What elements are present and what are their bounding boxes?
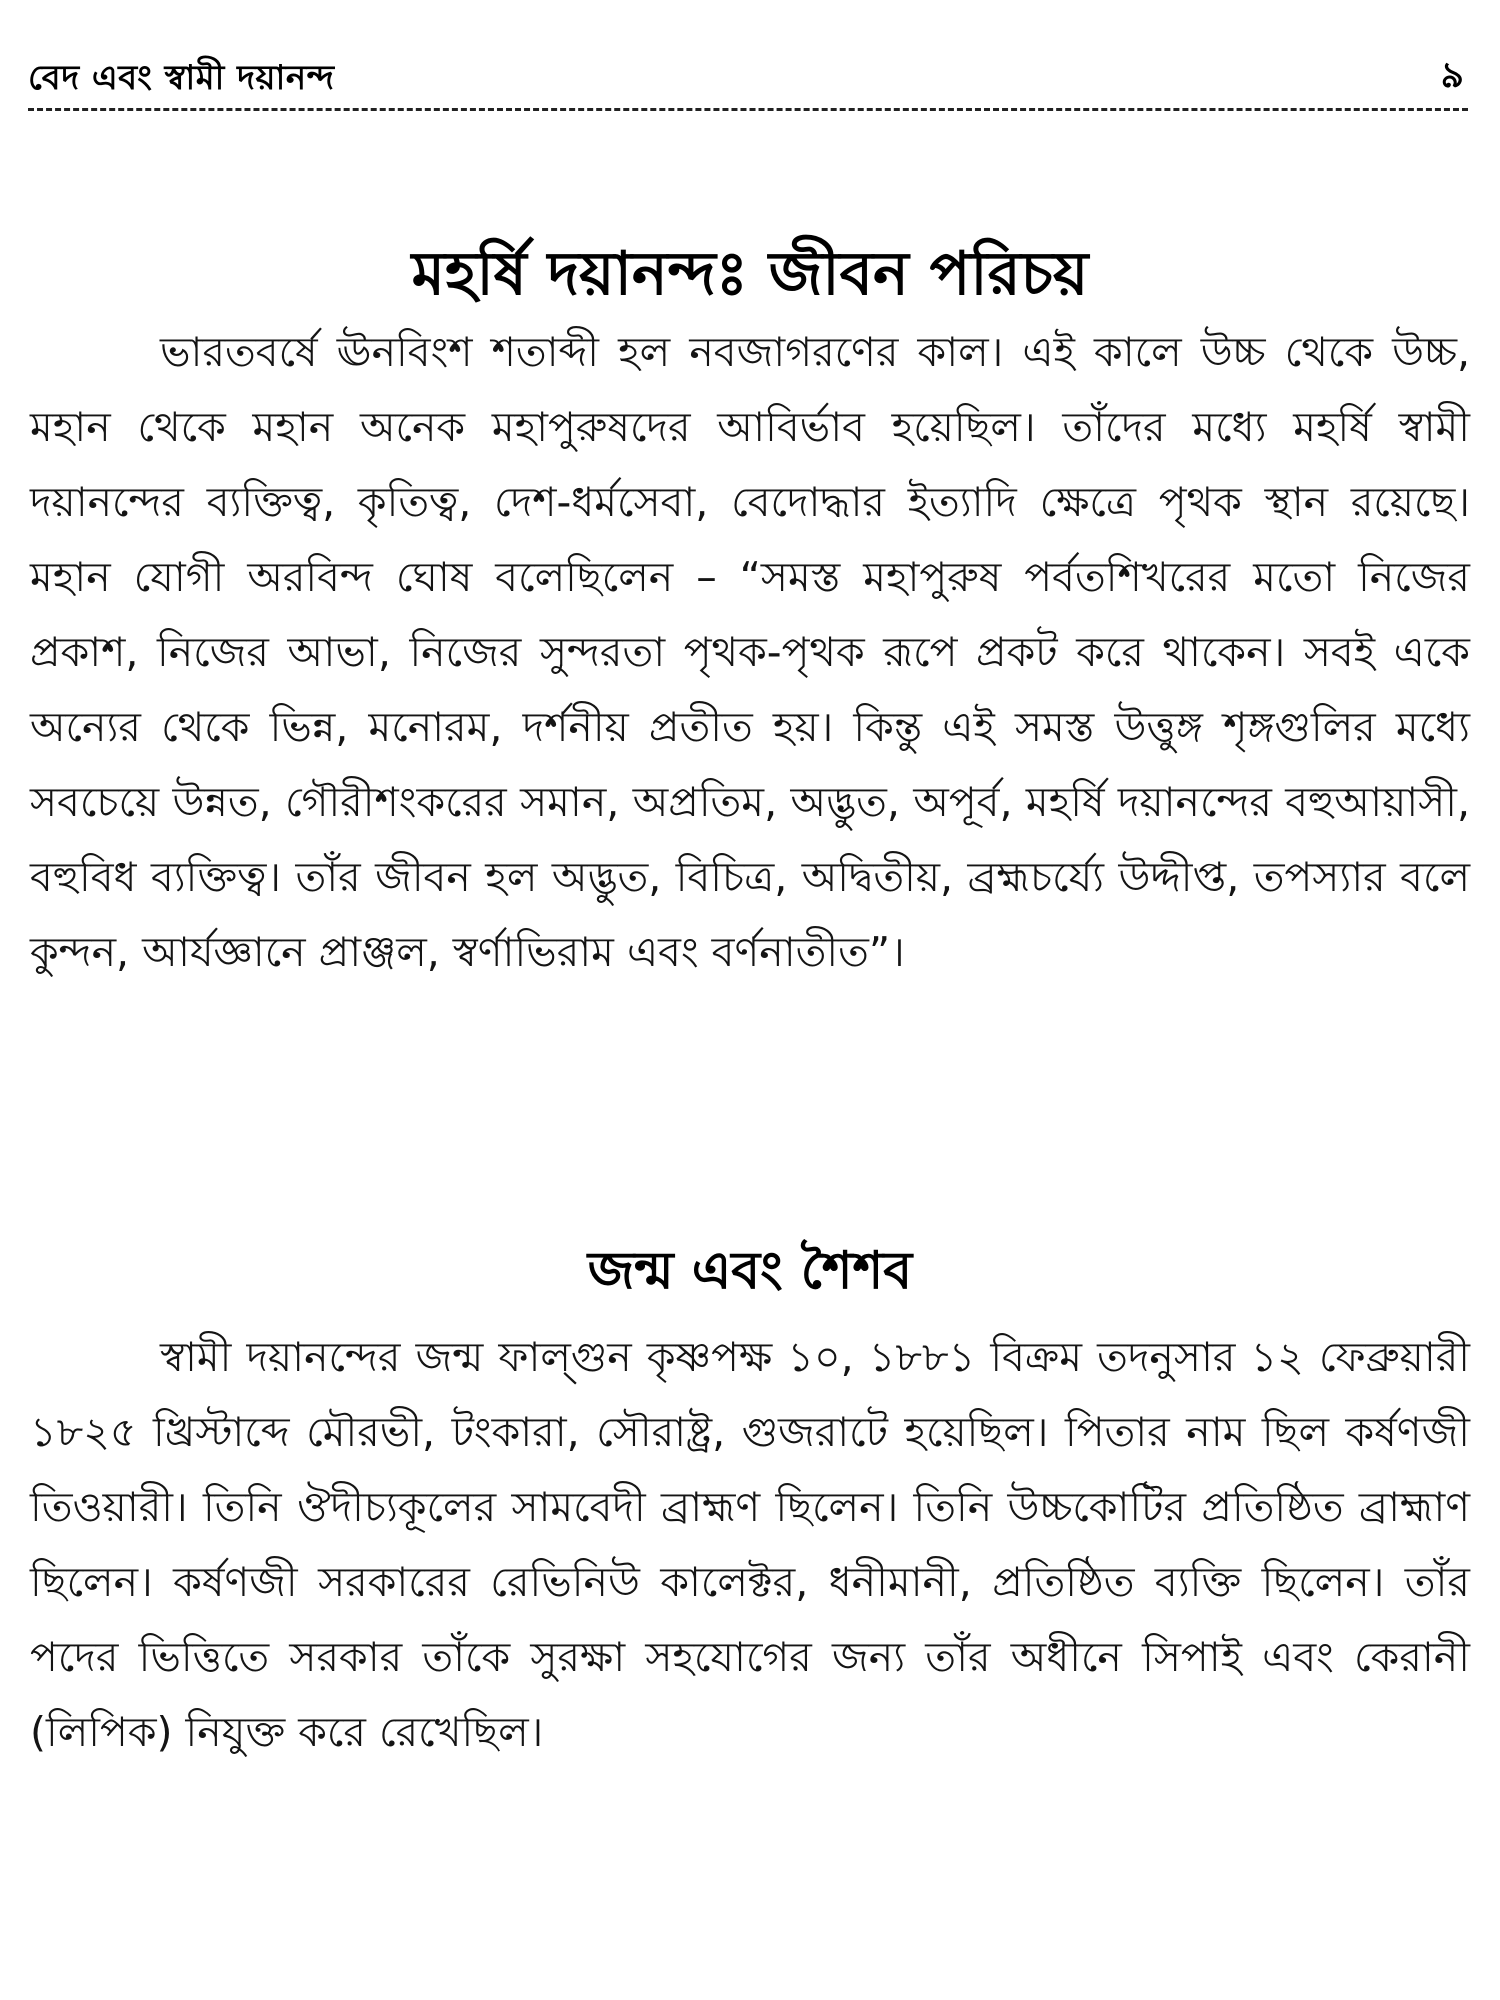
section-heading-birth-childhood: জন্ম এবং শৈশব <box>587 1241 913 1301</box>
paragraph-birth-childhood: স্বামী দয়ানন্দের জন্ম ফাল্গুন কৃষ্ণপক্ষ ১০, ১৮৮১ বিক্রম তদনুসার ১২ ফেব্রুয়ারী ১৮২৫ খ্রিস্টাব্দে মৌরভী, টংকারা, সৌরাষ্ট্র, গুজরাটে হয়েছিল। পিতার নাম ছিল কর্ষণজী তিওয়ারী। তিনি ঔদীচ্যকূলের সামবেদী ব্রাহ্মণ ছিলেন। তিনি উচ্চকোটির প্রতিষ্ঠিত ব্রাহ্মাণ ছিলেন। কর্ষণজী সরকারের রেভিনিউ কালেক্টর, ধনীমানী, প্রতিষ্ঠিত ব্যক্তি ছিলেন। তাঁর পদের ভিত্তিতে সরকার তাঁকে সুরক্ষা সহযোগের জন্য তাঁর অধীনে সিপাই এবং কেরানী (লিপিক) নিযুক্ত করে রেখেছিল। <box>30 1333 1470 1756</box>
header-divider <box>28 108 1468 111</box>
running-header-title: বেদ এবং স্বামী দয়ানন্দ <box>28 58 335 98</box>
page-number: ৯ <box>1440 55 1464 96</box>
section-heading-biography: মহর্ষি দয়ানন্দঃ জীবন পরিচয় <box>411 239 1089 309</box>
paragraph-biography-intro: ভারতবর্ষে ঊনবিংশ শতাব্দী হল নবজাগরণের কাল। এই কালে উচ্চ থেকে উচ্চ, মহান থেকে মহান অনেক মহাপুরুষদের আবির্ভাব হয়েছিল। তাঁদের মধ্যে মহর্ষি স্বামী দয়ানন্দের ব্যক্তিত্ব, কৃতিত্ব, দেশ-ধর্মসেবা, বেদোদ্ধার ইত্যাদি ক্ষেত্রে পৃথক স্থান রয়েছে। মহান যোগী অরবিন্দ ঘোষ বলেছিলেন – “সমস্ত মহাপুরুষ পর্বতশিখরের মতো নিজের প্রকাশ, নিজের আভা, নিজের সুন্দরতা পৃথক-পৃথক রূপে প্রকট করে থাকেন। সবই একে অন্যের থেকে ভিন্ন, মনোরম, দর্শনীয় প্রতীত হয়। কিন্তু এই সমস্ত উত্তুঙ্গ শৃঙ্গগুলির মধ্যে সবচেয়ে উন্নত, গৌরীশংকরের সমান, অপ্রতিম, অদ্ভুত, অপূর্ব, মহর্ষি দয়ানন্দের বহুআয়াসী, বহুবিধ ব্যক্তিত্ব। তাঁর জীবন হল অদ্ভুত, বিচিত্র, অদ্বিতীয়, ব্রহ্মচর্য্যে উদ্দীপ্ত, তপস্যার বলে কুন্দন, আর্যজ্ঞানে প্রাঞ্জল, স্বর্ণাভিরাম এবং বর্ণনাতীত”। <box>30 328 1470 976</box>
